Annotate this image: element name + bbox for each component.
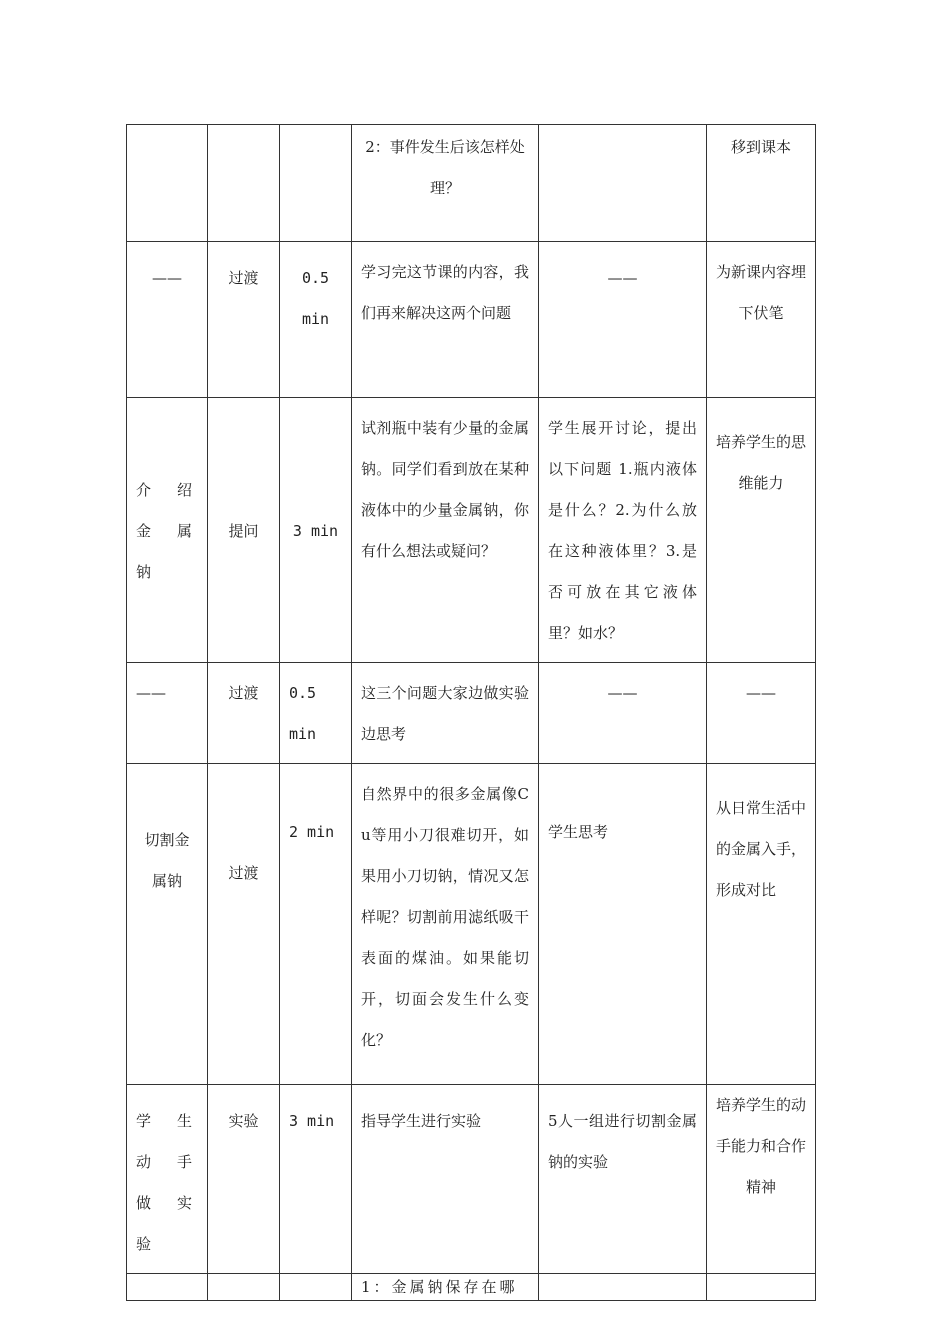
purpose-cell	[707, 1274, 816, 1301]
table-row	[127, 398, 816, 663]
student-cell: 学生思考	[539, 764, 707, 1085]
teacher-cell: 试剂瓶中装有少量的金属钠。同学们看到放在某种液体中的少量金属钠，你有什么想法或疑问？	[352, 398, 539, 663]
stage-cell	[127, 1274, 208, 1301]
activity-cell: 提问	[208, 398, 280, 663]
activity-cell: 实验	[208, 1085, 280, 1274]
student-cell: ——	[539, 242, 707, 398]
stage-cell: ——	[127, 242, 208, 398]
stage-cell: ——	[127, 663, 208, 764]
time-cell: 3 min	[280, 398, 352, 663]
purpose-cell: ——	[707, 663, 816, 764]
stage-cell: 介绍金属钠	[127, 398, 208, 663]
table-row	[127, 1274, 816, 1301]
time-cell: 0.5 min	[280, 242, 352, 398]
table-row	[127, 125, 816, 242]
student-cell	[539, 1274, 707, 1301]
teacher-cell: 这三个问题大家边做实验边思考	[352, 663, 539, 764]
stage-cell: 学生动手做实验	[127, 1085, 208, 1274]
table-row	[127, 764, 816, 1085]
lesson-plan-table	[126, 124, 816, 1301]
time-cell: 0.5 min	[280, 663, 352, 764]
teacher-cell: 1：金属钠保存在哪	[352, 1274, 539, 1301]
time-cell	[280, 1274, 352, 1301]
time-cell	[280, 125, 352, 242]
teacher-cell: 自然界中的很多金属像Cu等用小刀很难切开，如果用小刀切钠，情况又怎样呢？切割前用滤纸吸干表面的煤油。如果能切开，切面会发生什么变化？	[352, 764, 539, 1085]
teacher-cell: 学习完这节课的内容，我们再来解决这两个问题	[352, 242, 539, 398]
time-cell: 3 min	[280, 1085, 352, 1274]
activity-cell: 过渡	[208, 663, 280, 764]
teacher-cell: 2：事件发生后该怎样处理？	[352, 125, 539, 242]
table-row	[127, 242, 816, 398]
student-cell	[539, 125, 707, 242]
table-row	[127, 1085, 816, 1274]
student-cell: 5人一组进行切割金属钠的实验	[539, 1085, 707, 1274]
student-cell: ——	[539, 663, 707, 764]
purpose-cell: 培养学生的动手能力和合作精神	[707, 1085, 816, 1274]
purpose-cell: 培养学生的思维能力	[707, 398, 816, 663]
purpose-cell: 移到课本	[707, 125, 816, 242]
activity-cell	[208, 125, 280, 242]
table-row	[127, 663, 816, 764]
activity-cell	[208, 1274, 280, 1301]
activity-cell: 过渡	[208, 242, 280, 398]
stage-cell: 切割金属钠	[127, 764, 208, 1085]
time-cell: 2 min	[280, 764, 352, 1085]
activity-cell: 过渡	[208, 764, 280, 1085]
teacher-cell: 指导学生进行实验	[352, 1085, 539, 1274]
purpose-cell: 从日常生活中的金属入手，形成对比	[707, 764, 816, 1085]
student-cell: 学生展开讨论，提出以下问题 1.瓶内液体是什么？2.为什么放在这种液体里？3.是否可放在其它液体里？如水？	[539, 398, 707, 663]
purpose-cell: 为新课内容埋下伏笔	[707, 242, 816, 398]
stage-cell	[127, 125, 208, 242]
